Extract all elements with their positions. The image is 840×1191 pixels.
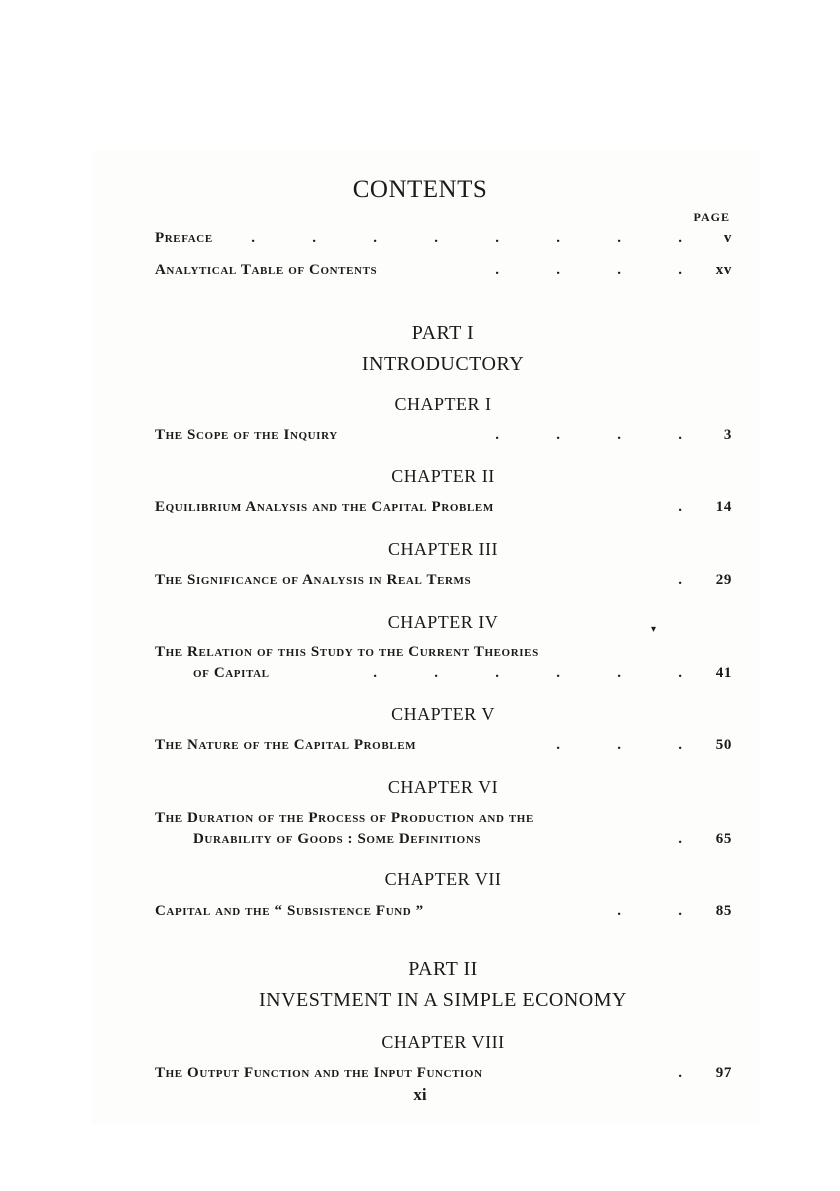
entry-title: The Output Function and the Input Function <box>155 1065 483 1081</box>
chapter-label: CHAPTER VI <box>387 777 499 797</box>
entry-title: Equilibrium Analysis and the Capital Problem <box>155 499 494 515</box>
entry-page: 29 <box>715 572 732 588</box>
leader-dots: . <box>678 572 682 588</box>
entry-title-line2: of Capital <box>193 665 270 681</box>
entry-page: v <box>723 230 732 246</box>
entry-title-line1: The Relation of this Study to the Current Theories <box>155 644 539 660</box>
entry-title-line1: The Duration of the Process of Production and the <box>155 810 534 826</box>
entry-title: Preface <box>155 230 213 246</box>
entry-title: The Significance of Analysis in Real Terms <box>155 572 472 588</box>
entry-page: 41 <box>715 665 732 681</box>
toc-entry-chapter[interactable] <box>155 901 732 921</box>
chapter-label: CHAPTER V <box>391 704 495 724</box>
part-title: INTRODUCTORY <box>361 353 525 375</box>
page-folio: xi <box>413 1085 427 1104</box>
entry-page: xv <box>715 262 732 278</box>
entry-page: 50 <box>715 737 732 753</box>
toc-entry-chapter-continued[interactable] <box>155 663 732 683</box>
page-column-header: PAGE <box>693 210 730 224</box>
chapter-label: CHAPTER II <box>391 466 495 486</box>
stray-mark: ▾ <box>651 624 657 635</box>
part-title: INVESTMENT IN A SIMPLE ECONOMY <box>259 989 627 1011</box>
entry-title: The Nature of the Capital Problem <box>155 737 417 753</box>
part-label: PART II <box>408 958 478 980</box>
entry-title: Capital and the “ Subsistence Fund ” <box>155 903 424 919</box>
toc-entry-chapter[interactable] <box>155 497 732 517</box>
chapter-label: CHAPTER III <box>388 539 498 559</box>
toc-entry-chapter-continued[interactable] <box>155 829 732 849</box>
part-label: PART I <box>411 322 475 344</box>
leader-dots: . <box>678 1065 682 1081</box>
leader-dots: . . . . <box>495 427 682 443</box>
entry-title-line2: Durability of Goods : Some Definitions <box>193 831 482 847</box>
chapter-label: CHAPTER VII <box>384 869 502 889</box>
toc-entry-chapter[interactable] <box>155 808 732 828</box>
entry-page: 65 <box>715 831 732 847</box>
chapter-label: CHAPTER IV <box>387 612 499 632</box>
leader-dots: . <box>678 831 682 847</box>
toc-entry-chapter[interactable] <box>155 570 732 590</box>
entry-page: 85 <box>715 903 732 919</box>
toc-entry-chapter[interactable] <box>155 642 732 662</box>
toc-entry-chapter[interactable] <box>155 425 732 445</box>
entry-title: Analytical Table of Contents <box>155 262 378 278</box>
leader-dots: . . . . . . . . <box>251 230 682 246</box>
contents-title: CONTENTS <box>352 176 488 203</box>
leader-dots: . . <box>617 903 682 919</box>
entry-page: 14 <box>715 499 732 515</box>
toc-entry-chapter[interactable] <box>155 1063 732 1083</box>
leader-dots: . . . . <box>495 262 682 278</box>
toc-entry-preface[interactable] <box>155 228 732 248</box>
chapter-label: CHAPTER VIII <box>381 1032 505 1052</box>
toc-entry-chapter[interactable] <box>155 735 732 755</box>
entry-page: 97 <box>715 1065 732 1081</box>
entry-page: 3 <box>723 427 732 443</box>
entry-title: The Scope of the Inquiry <box>155 427 338 443</box>
leader-dots: . . . <box>556 737 682 753</box>
leader-dots: . . . . . . <box>373 665 682 681</box>
leader-dots: . <box>678 499 682 515</box>
toc-entry-analytical-contents[interactable] <box>155 260 732 280</box>
chapter-label: CHAPTER I <box>394 394 492 414</box>
